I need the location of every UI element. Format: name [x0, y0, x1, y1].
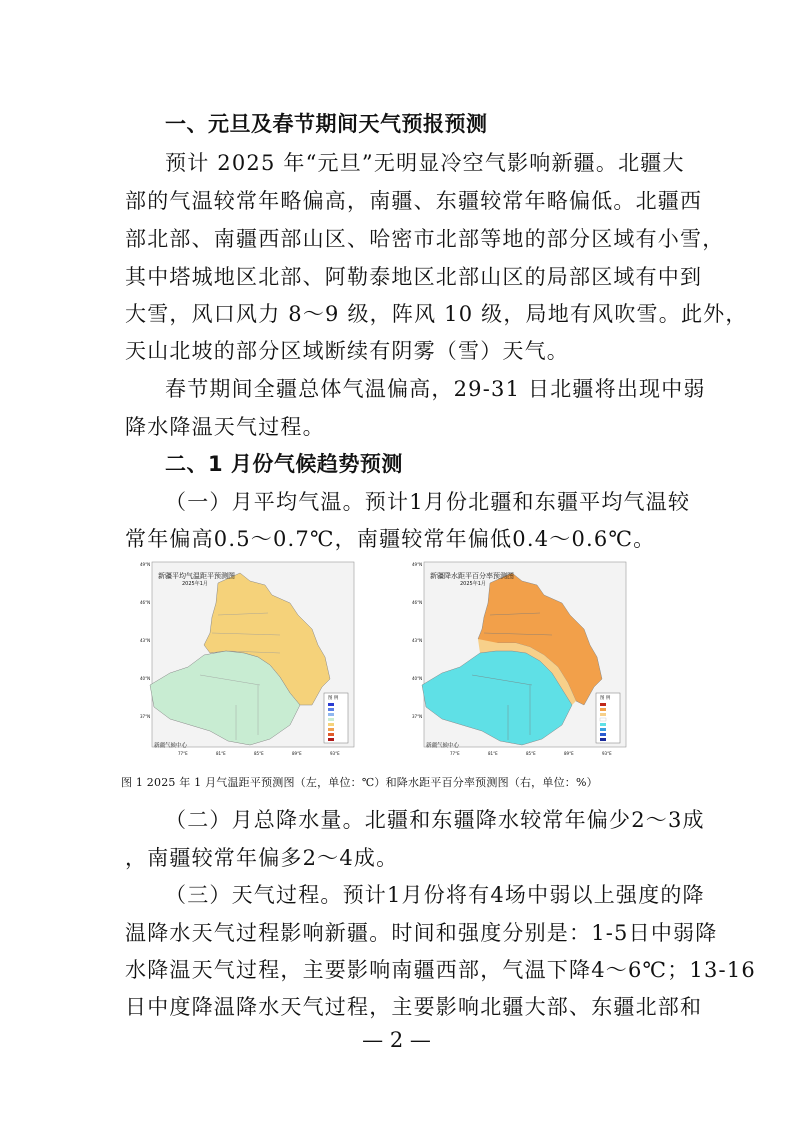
lon-label: 77°E: [450, 751, 460, 756]
paragraph-line: （二）月总降水量。北疆和东疆降水较常年偏少2～3成: [165, 808, 705, 832]
paragraph-line: 水降温天气过程，主要影响南疆西部，气温下降4～6℃；13-16: [125, 958, 756, 982]
map-title: 新疆平均气温距平预测图: [158, 572, 235, 580]
lon-label: 81°E: [216, 751, 226, 756]
lat-label: 43°N: [412, 638, 423, 643]
paragraph-line: 降水降温天气过程。: [125, 415, 325, 439]
legend-title: 图 例: [328, 696, 339, 701]
paragraph-line: 部的气温较常年略偏高，南疆、东疆较常年略偏低。北疆西: [125, 189, 703, 213]
section-heading-2: 二、1 月份气候趋势预测: [165, 452, 403, 476]
map-title: 新疆降水距平百分率预测图: [430, 572, 514, 580]
paragraph-line: 大雪，风口风力 8～9 级，阵风 10 级，局地有风吹雪。此外，: [125, 302, 748, 326]
lon-label: 85°E: [254, 751, 264, 756]
lon-label: 81°E: [488, 751, 498, 756]
temperature-anomaly-map: [140, 555, 375, 765]
paragraph-line: 温降水天气过程影响新疆。时间和强度分别是：1-5日中弱降: [125, 921, 718, 945]
map-footer: 新疆气候中心: [154, 743, 188, 749]
page-number: — 2 —: [362, 1028, 431, 1052]
lat-label: 46°N: [412, 600, 423, 605]
paragraph-line: ，南疆较常年偏多2～4成。: [125, 846, 399, 870]
figure-caption: 图 1 2025 年 1 月气温距平预测图（左，单位：℃）和降水距平百分率预测图（右，单位：%）: [121, 776, 598, 789]
paragraph-line: 其中塔城地区北部、阿勒泰地区北部山区的局部区域有中到: [125, 265, 703, 289]
lon-label: 93°E: [330, 751, 340, 756]
lat-label: 49°N: [140, 562, 151, 567]
legend-title: 图 例: [600, 696, 611, 701]
figure-pair: [140, 555, 660, 770]
lat-label: 40°N: [140, 676, 151, 681]
lon-label: 89°E: [292, 751, 302, 756]
paragraph-line: 天山北坡的部分区域断续有阴雾（雪）天气。: [125, 339, 569, 363]
lat-label: 49°N: [412, 562, 423, 567]
precipitation-anomaly-map: [412, 555, 647, 765]
map-footer: 新疆气候中心: [426, 743, 460, 749]
paragraph-line: 日中度降温降水天气过程，主要影响北疆大部、东疆北部和: [125, 995, 703, 1019]
paragraph-line: （一）月平均气温。预计1月份北疆和东疆平均气温较: [165, 490, 691, 514]
map-subtitle: 2025年1月: [182, 581, 208, 587]
paragraph-line: 春节期间全疆总体气温偏高，29-31 日北疆将出现中弱: [165, 377, 706, 401]
lat-label: 37°N: [140, 714, 151, 719]
paragraph-line: 常年偏高0.5～0.7℃，南疆较常年偏低0.4～0.6℃。: [125, 527, 656, 551]
lon-label: 77°E: [178, 751, 188, 756]
lon-label: 93°E: [602, 751, 612, 756]
lat-label: 43°N: [140, 638, 151, 643]
paragraph-line: 部北部、南疆西部山区、哈密市北部等地的部分区域有小雪，: [125, 227, 725, 251]
section-heading-1: 一、元旦及春节期间天气预报预测: [165, 112, 488, 136]
lat-label: 40°N: [412, 676, 423, 681]
map-subtitle: 2025年1月: [460, 581, 486, 587]
lat-label: 46°N: [140, 600, 151, 605]
lat-label: 37°N: [412, 714, 423, 719]
paragraph-line: （三）天气过程。预计1月份将有4场中弱以上强度的降: [165, 883, 705, 907]
lon-label: 89°E: [564, 751, 574, 756]
paragraph-line: 预计 2025 年“元旦”无明显冷空气影响新疆。北疆大: [165, 151, 685, 175]
lon-label: 85°E: [526, 751, 536, 756]
